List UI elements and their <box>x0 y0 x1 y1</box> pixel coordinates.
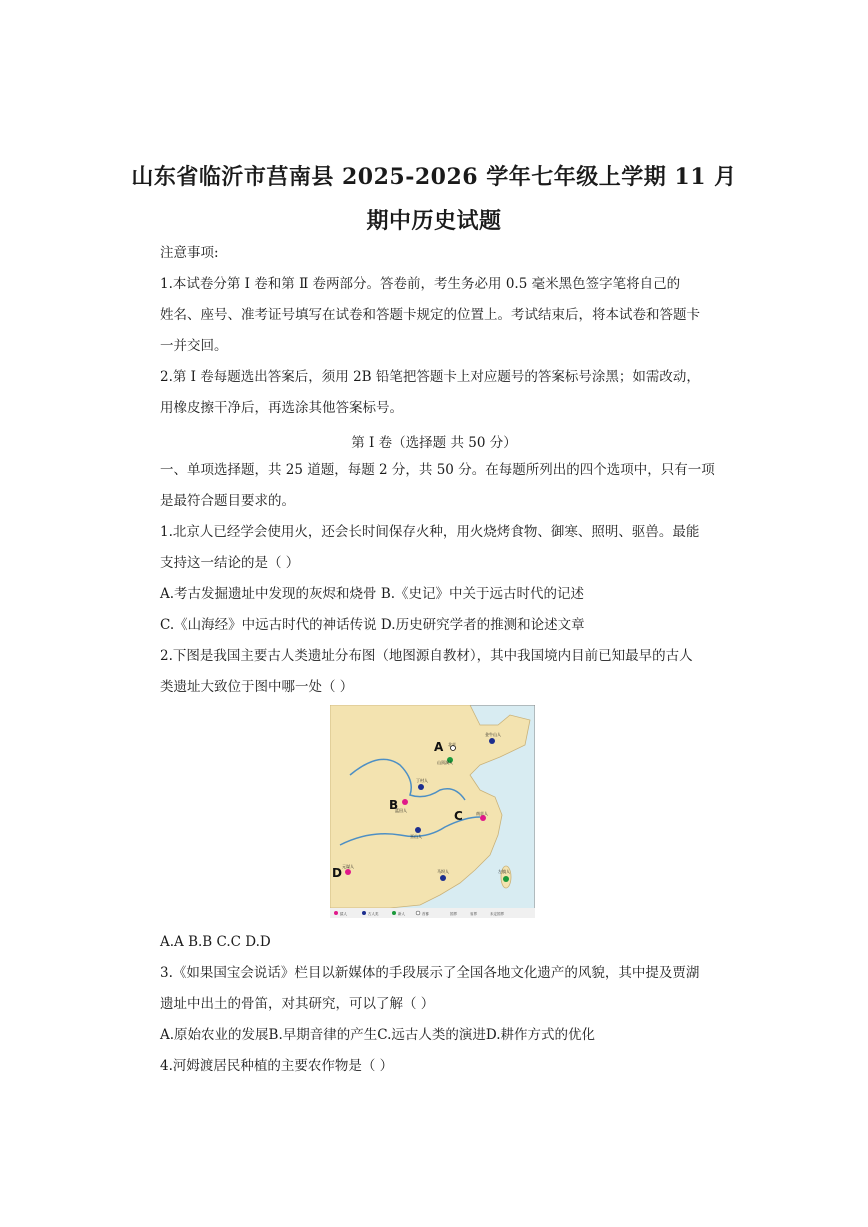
site-label: 丁村人 <box>416 778 428 783</box>
site-label: 蓝田人 <box>395 808 407 813</box>
map-letter-c: C <box>454 809 463 823</box>
legend-label: 新人 <box>398 912 405 916</box>
question-2-options: A.A B.B C.C D.D <box>160 934 271 950</box>
legend-label: 首都 <box>422 912 429 916</box>
map-letter-a: A <box>434 740 444 754</box>
site-marker <box>345 869 351 875</box>
question-1-options: A.考古发掘遗址中发现的灰烬和烧骨 B.《史记》中关于远古时代的记述 <box>160 586 585 602</box>
legend-label: 国界 <box>450 912 457 916</box>
page-title-line1: 山东省临沂市莒南县 2025-2026 学年七年级上学期 11 月 <box>131 164 737 190</box>
map-letter-b: B <box>389 798 399 812</box>
site-label: 北京 <box>448 742 456 747</box>
site-label: 金牛山人 <box>485 732 501 737</box>
map-letter-d: D <box>332 866 342 880</box>
legend-marker <box>334 911 338 915</box>
notes-line: 姓名、座号、准考证号填写在试卷和答题卡规定的位置上。考试结束后，将本试卷和答题卡 <box>160 307 700 323</box>
question-2-stem: 类遗址大致位于图中哪一处（ ） <box>160 679 354 695</box>
question-2-stem: 2.下图是我国主要古人类遗址分布图（地图源自教材），其中我国境内目前已知最早的古人 <box>160 648 693 664</box>
legend-marker <box>416 911 420 915</box>
question-1-stem: 支持这一结论的是（ ） <box>160 555 300 571</box>
site-marker <box>418 784 424 790</box>
question-3-stem: 遗址中出土的骨笛，对其研究，可以了解（ ） <box>160 996 435 1012</box>
section-title: 第 I 卷（选择题 共 50 分） <box>351 435 517 451</box>
question-3-options: A.原始农业的发展B.早期音律的产生C.远古人类的演进D.耕作方式的优化 <box>160 1027 596 1043</box>
site-marker <box>415 827 421 833</box>
legend-label: 猿人 <box>340 912 347 916</box>
site-label: 南京人 <box>476 811 488 816</box>
site-marker <box>503 876 509 882</box>
map-legend-bar <box>330 908 535 918</box>
question-1-options: C.《山海经》中远古时代的神话传说 D.历史研究学者的推测和论述文章 <box>160 617 585 633</box>
notes-line: 1.本试卷分第 Ⅰ 卷和第 Ⅱ 卷两部分。答卷前，考生务必用 0.5 毫米黑色签字笔将自己的 <box>160 276 681 292</box>
legend-marker <box>392 911 396 915</box>
site-label: 巫山人 <box>410 834 422 839</box>
section-instructions: 一、单项选择题，共 25 道题，每题 2 分，共 50 分。在每题所列出的四个选项中，只有一项 <box>160 462 715 478</box>
notes-line: 一并交回。 <box>160 338 228 354</box>
site-label: 元谋人 <box>342 864 354 869</box>
legend-label: 未定国界 <box>490 912 504 916</box>
legend-label: 古人类 <box>368 912 379 916</box>
notes-line: 2.第 I 卷每题选出答案后，须用 2B 铅笔把答题卡上对应题号的答案标号涂黑；如需改动， <box>160 369 700 385</box>
site-label: 山顶洞人 <box>437 760 453 765</box>
site-label: 马坝人 <box>437 869 449 874</box>
site-marker <box>402 799 408 805</box>
question-4-stem: 4.河姆渡居民种植的主要农作物是（ ） <box>160 1058 394 1074</box>
question-3-stem: 3.《如果国宝会说话》栏目以新媒体的手段展示了全国各地文化遗产的风貌，其中提及贾湖 <box>160 965 700 981</box>
legend-label: 省界 <box>470 912 477 916</box>
site-marker <box>489 738 495 744</box>
site-label: 左镇人 <box>498 869 510 874</box>
legend-marker <box>362 911 366 915</box>
page-title-line2: 期中历史试题 <box>366 208 502 234</box>
question-1-stem: 1.北京人已经学会使用火，还会长时间保存火种，用火烧烤食物、御寒、照明、驱兽。最能 <box>160 524 700 540</box>
notes-heading: 注意事项: <box>160 245 219 261</box>
site-marker <box>440 875 446 881</box>
notes-line: 用橡皮擦干净后，再选涂其他答案标号。 <box>160 400 403 416</box>
ancient-human-sites-map <box>330 705 535 918</box>
section-instructions: 是最符合题目要求的。 <box>160 493 295 509</box>
